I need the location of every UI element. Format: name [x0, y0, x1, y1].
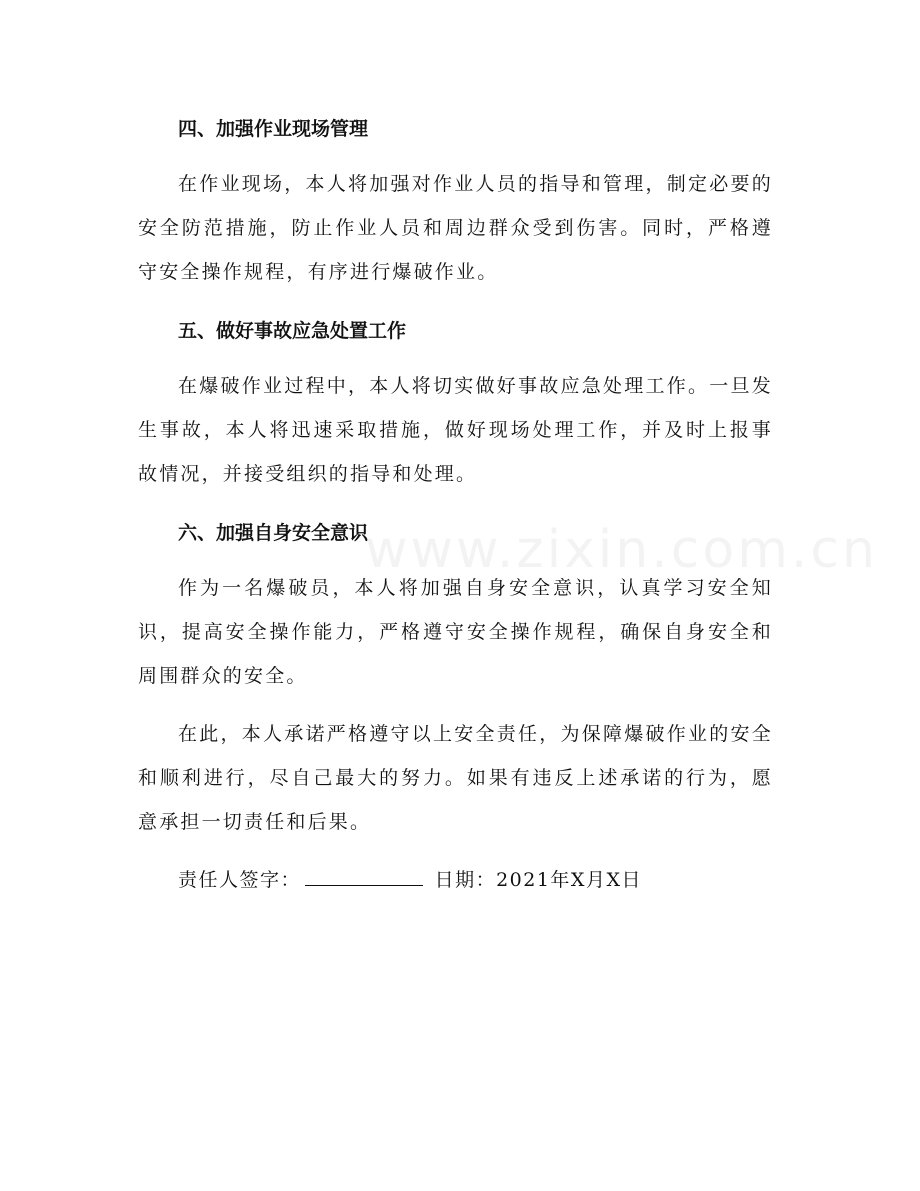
- signature-blank[interactable]: [305, 861, 423, 886]
- section-paragraph-4: 在作业现场，本人将加强对作业人员的指导和管理，制定必要的安全防范措施，防止作业人员和周边群众受到伤害。同时，严格遵守安全操作规程，有序进行爆破作业。: [138, 173, 773, 283]
- closing-paragraph: 在此，本人承诺严格遵守以上安全责任，为保障爆破作业的安全和顺利进行，尽自己最大的努力。如果有违反上述承诺的行为，愿意承担一切责任和后果。: [138, 723, 773, 833]
- date-label: 日期：: [434, 869, 497, 891]
- section-paragraph-6: 作为一名爆破员，本人将加强自身安全意识，认真学习安全知识，提高安全操作能力，严格遵守安全操作规程，确保自身安全和周围群众的安全。: [138, 577, 773, 687]
- section-heading-4: 四、加强作业现场管理: [178, 118, 369, 140]
- section-heading-5: 五、做好事故应急处置工作: [178, 320, 407, 342]
- signature-line: [138, 858, 773, 902]
- section-paragraph-5: 在爆破作业过程中，本人将切实做好事故应急处理工作。一旦发生事故，本人将迅速采取措施，做好现场处理工作，并及时上报事故情况，并接受组织的指导和处理。: [138, 375, 773, 485]
- watermark: www.zixin.com.cn: [365, 520, 878, 580]
- signature-label: 责任人签字：: [178, 869, 302, 891]
- section-heading-6: 六、加强自身安全意识: [178, 522, 369, 544]
- date-value: 2021年X月X日: [496, 869, 642, 891]
- document-body: [138, 106, 773, 902]
